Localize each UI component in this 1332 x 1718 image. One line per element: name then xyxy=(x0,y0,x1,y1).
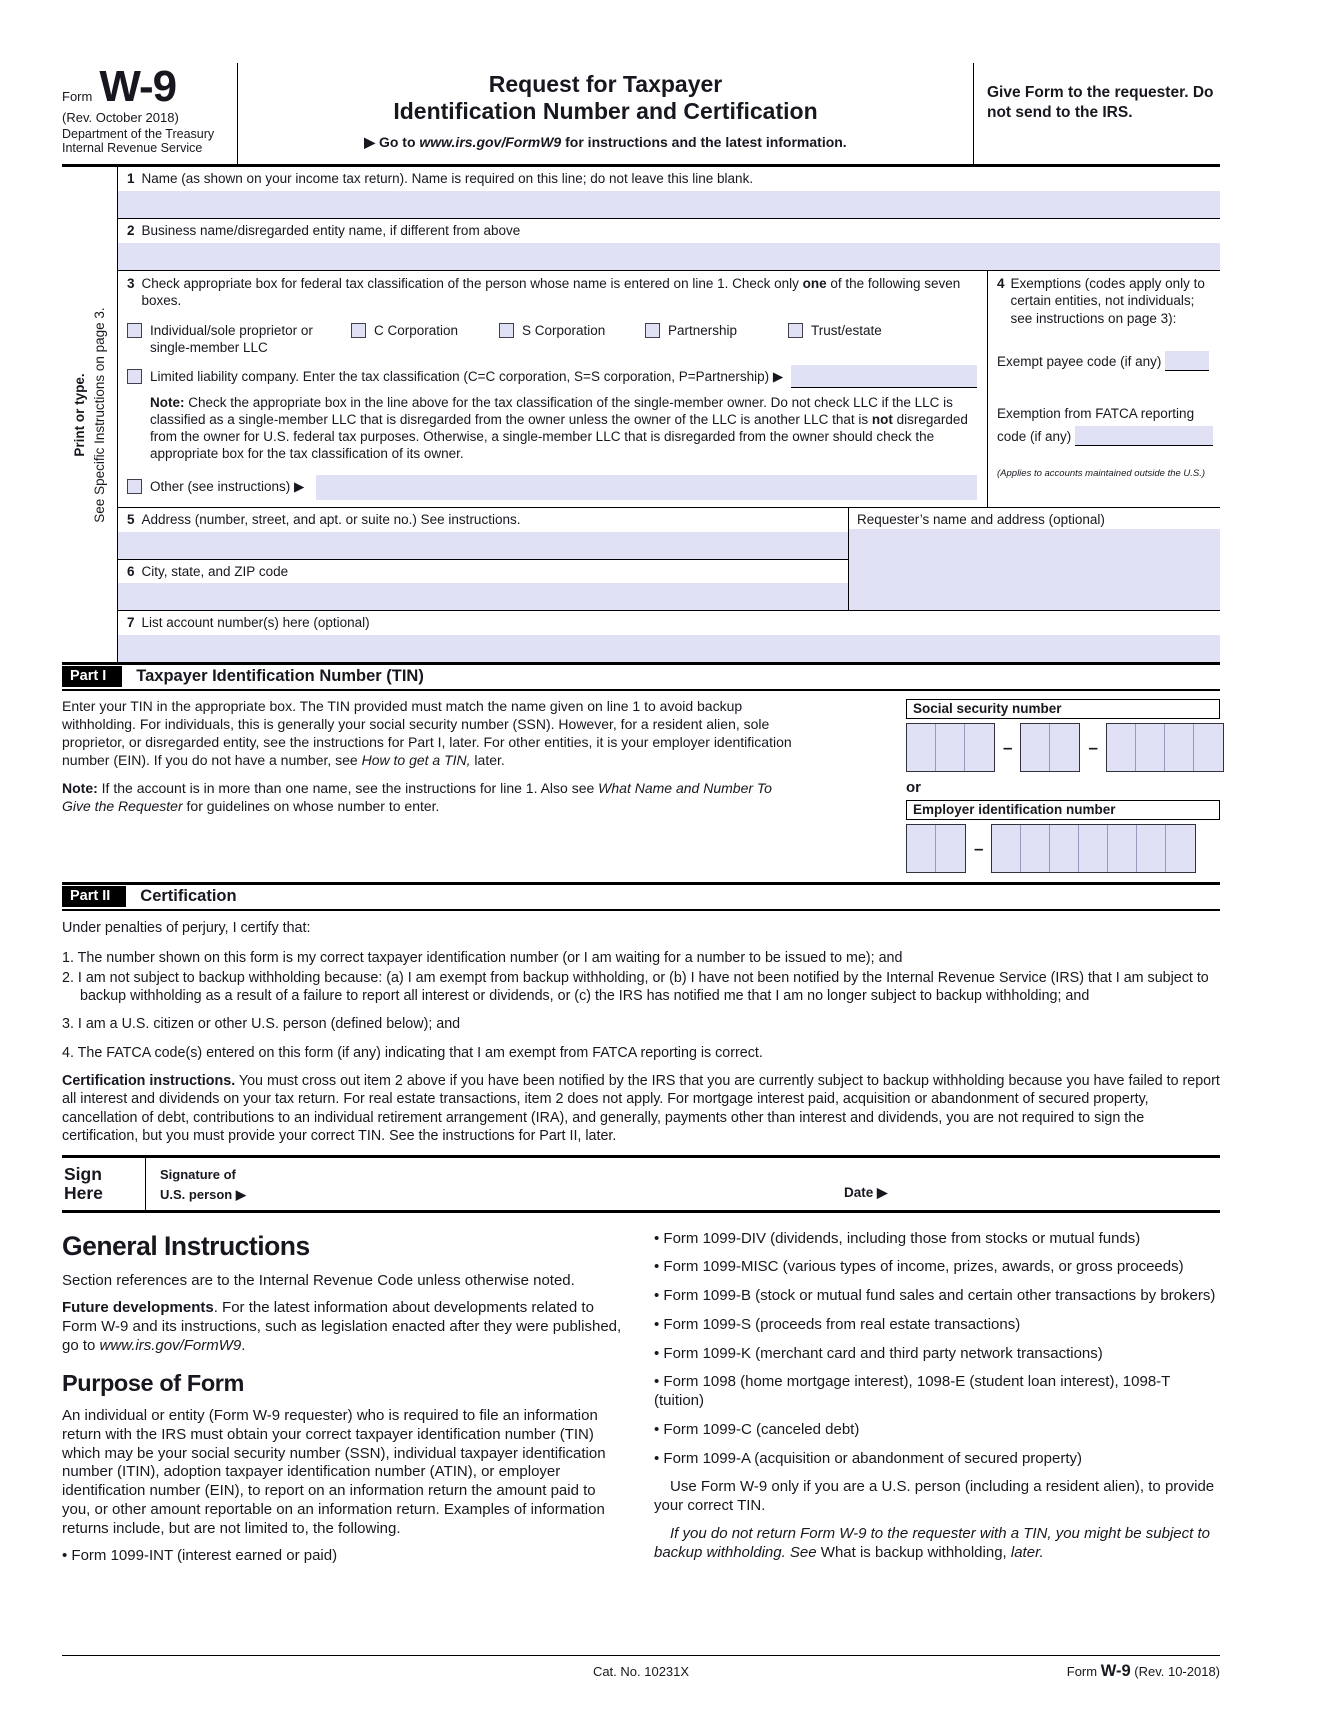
ssn-dash-2: – xyxy=(1088,737,1098,757)
goto-post-text: for instructions and the latest information. xyxy=(561,133,847,150)
purpose-of-form-title: Purpose of Form xyxy=(62,1369,245,1396)
fatca-row xyxy=(997,403,1216,448)
sign-here-label: Sign Here xyxy=(62,1158,146,1209)
part2-body xyxy=(62,911,1220,1155)
fatca-label-line2: code (if any) xyxy=(997,428,1072,444)
option-llc xyxy=(127,369,977,388)
ein-cell[interactable] xyxy=(907,825,936,872)
bullet-1099-int: • Form 1099-INT (interest earned or paid) xyxy=(62,1547,338,1565)
ssn-cell[interactable] xyxy=(936,724,965,771)
print-or-type-sidebar xyxy=(62,167,118,662)
w9-form-page xyxy=(62,62,1220,1680)
certification-instructions: Certification instructions. You must cross out item 2 above if you have been notified by the IRS that you are currently subject to backup withholding because you have failed to report all interest and dividends on your tax return. For real estate transactions, item 2 does not apply. For mortgage interest paid, acquisition or abandonment of secured property, cancellation of debt, contributions to an individual retirement arrangement (IRA), and generally, payments other than interest and dividends, you are not required to sign the certification, but you must provide your correct TIN. See the instructions for Part II, later. xyxy=(62,1073,1220,1144)
line7-label: List account number(s) here (optional) xyxy=(141,615,370,631)
certification-item-2: 2. I am not subject to backup withholding because: (a) I am exempt from backup withholding, or (b) I have not been notified by the Internal Revenue Service (IRS) that I am subject to backup withholding as a result of a failure to report all interest or dividends, or (c) the IRS has notified me that I am no longer subject to backup withholding; and xyxy=(62,969,1209,1005)
exempt-payee-label: Exempt payee code (if any) xyxy=(997,354,1162,370)
form-identity-block xyxy=(62,63,238,164)
option-c-corporation xyxy=(351,323,499,357)
catalog-number: Cat. No. 10231X xyxy=(592,1664,690,1679)
ssn-cell[interactable] xyxy=(1021,724,1050,771)
row-address xyxy=(118,508,848,560)
ein-cell[interactable] xyxy=(1050,825,1079,872)
checkbox-c-corporation[interactable] xyxy=(351,323,366,338)
part1-bar xyxy=(62,662,1220,691)
label-individual: Individual/sole proprietor or single-member LLC xyxy=(150,322,313,355)
ein-cell[interactable] xyxy=(1021,825,1050,872)
classification-checkbox-row xyxy=(127,323,977,357)
applies-outside-us-note: (Applies to accounts maintained outside the U.S.) xyxy=(997,467,1206,479)
line4-number: 4 xyxy=(997,275,1005,291)
form-word: Form xyxy=(62,89,93,104)
label-other: Other (see instructions) ▶ xyxy=(150,478,305,494)
part1-title: Taxpayer Identification Number (TIN) xyxy=(136,667,424,686)
part2-title: Certification xyxy=(140,887,237,906)
dept-irs: Internal Revenue Service xyxy=(62,141,203,156)
line3-label: Check appropriate box for federal tax classification of the person whose name is entered on line 1. Check only one of the following seven boxes. xyxy=(141,275,961,309)
date-field[interactable] xyxy=(906,1164,1214,1203)
instructions-left-column xyxy=(62,1230,628,1577)
general-instructions-title: General Instructions xyxy=(62,1230,310,1261)
llc-classification-input[interactable] xyxy=(791,365,977,388)
address-input[interactable] xyxy=(118,532,848,559)
goto-instructions-line xyxy=(246,134,965,151)
line1-number: 1 xyxy=(127,171,135,186)
ssn-cell[interactable] xyxy=(907,724,936,771)
requester-label: Requester’s name and address (optional) xyxy=(857,511,1105,527)
requester-input[interactable] xyxy=(849,529,1220,611)
ein-group-2 xyxy=(991,824,1196,873)
use-form-w9-paragraph: Use Form W-9 only if you are a U.S. person (including a resident alien), to provide your correct TIN. xyxy=(654,1478,1215,1515)
exempt-payee-row xyxy=(997,351,1216,371)
ein-cell[interactable] xyxy=(936,825,965,872)
part1-body xyxy=(62,691,1220,882)
requester-block xyxy=(849,508,1220,611)
part1-paragraph: Enter your TIN in the appropriate box. The TIN provided must match the name given on line 1 to avoid backup withholding. For individuals, this is generally your social security number (SSN). However, for a resident alien, sole proprietor, or disregarded entity, see the instructions for Part I, later. For other entities, it is your employer identification number (EIN). If you do not have a number, see How to get a TIN, later. xyxy=(62,698,792,768)
option-other xyxy=(127,479,977,500)
form-title-line1: Request for Taxpayer xyxy=(488,71,723,97)
bullet-1099-b: • Form 1099-B (stock or mutual fund sales and certain other transactions by brokers) xyxy=(654,1287,1216,1305)
dept-treasury: Department of the Treasury xyxy=(62,126,215,141)
ssn-cell[interactable] xyxy=(1107,724,1136,771)
certification-item-3: 3. I am a U.S. citizen or other U.S. person (defined below); and xyxy=(62,1016,461,1033)
city-state-zip-input[interactable] xyxy=(118,583,848,610)
row-account-numbers xyxy=(118,611,1220,662)
option-individual xyxy=(127,323,351,357)
ssn-cell[interactable] xyxy=(1050,724,1079,771)
label-partnership: Partnership xyxy=(668,322,738,338)
checkbox-partnership[interactable] xyxy=(645,323,660,338)
checkbox-llc[interactable] xyxy=(127,369,142,384)
form-header xyxy=(62,63,1220,167)
line6-label: City, state, and ZIP code xyxy=(141,563,289,579)
section-tax-classification xyxy=(118,271,988,507)
give-form-notice: Give Form to the requester. Do not send to the IRS. xyxy=(987,84,1214,122)
ssn-group-1 xyxy=(906,723,995,772)
certification-intro: Under penalties of perjury, I certify that: xyxy=(62,920,311,937)
row-city xyxy=(118,560,848,611)
label-c-corporation: C Corporation xyxy=(374,322,459,338)
row-business-name xyxy=(118,219,1220,271)
checkbox-other[interactable] xyxy=(127,479,142,494)
ssn-cell[interactable] xyxy=(1136,724,1165,771)
sidebar-print-or-type: Print or type. xyxy=(71,373,87,457)
ssn-group-3 xyxy=(1106,723,1224,772)
general-instructions-section xyxy=(62,1213,1220,1577)
backup-withholding-paragraph: If you do not return Form W-9 to the requester with a TIN, you might be subject to backup withholding. See What is backup withholding, later. xyxy=(654,1524,1210,1561)
signature-field[interactable] xyxy=(306,1164,790,1203)
field-table xyxy=(62,167,1220,662)
checkbox-s-corporation[interactable] xyxy=(499,323,514,338)
bullet-1099-misc: • Form 1099-MISC (various types of income, prizes, awards, or gross proceeds) xyxy=(654,1258,1184,1276)
ein-group-1 xyxy=(906,824,966,873)
fatca-code-input[interactable] xyxy=(1075,426,1213,446)
instructions-right-column xyxy=(654,1230,1220,1577)
bullet-1098: • Form 1098 (home mortgage interest), 1098-E (student loan interest), 1098-T (tuition) xyxy=(654,1373,1171,1410)
or-label: or xyxy=(906,779,921,797)
ssn-label: Social security number xyxy=(906,699,1220,719)
bullet-1099-s: • Form 1099-S (proceeds from real estate transactions) xyxy=(654,1315,1021,1333)
certification-item-4: 4. The FATCA code(s) entered on this form (if any) indicating that I am exempt from FATCA reporting is correct. xyxy=(62,1044,763,1061)
row-classification-exemptions xyxy=(118,271,1220,508)
bullet-1099-a: • Form 1099-A (acquisition or abandonment of secured property) xyxy=(654,1449,1082,1467)
future-developments-paragraph: Future developments. For the latest information about developments related to Form W-9 and its instructions, such as legislation enacted after they were published, go to www.irs.gov/FormW9. xyxy=(62,1299,622,1354)
section-references-paragraph: Section references are to the Internal Revenue Code unless otherwise noted. xyxy=(62,1271,575,1289)
bullet-1099-c: • Form 1099-C (canceled debt) xyxy=(654,1420,860,1438)
line3-number: 3 xyxy=(127,275,135,291)
part2-bar xyxy=(62,882,1220,911)
form-number: W-9 xyxy=(99,62,177,111)
option-partnership xyxy=(645,323,788,357)
ssn-cells xyxy=(906,723,1220,772)
checkbox-trust-estate[interactable] xyxy=(788,323,803,338)
goto-url: www.irs.gov/FormW9 xyxy=(419,133,562,150)
label-llc: Limited liability company. Enter the tax classification (C=C corporation, S=S corporation, P=Partnership) ▶ xyxy=(150,368,784,384)
option-trust-estate xyxy=(788,323,882,357)
tin-boxes-column xyxy=(906,698,1220,873)
footer-form-reference: Form W-9 (Rev. 10-2018) xyxy=(1066,1662,1220,1680)
ssn-cell[interactable] xyxy=(1165,724,1194,771)
form-title-block xyxy=(238,63,974,164)
line6-number: 6 xyxy=(127,563,135,579)
ein-cell[interactable] xyxy=(1079,825,1108,872)
row-name xyxy=(118,167,1220,219)
ssn-cell[interactable] xyxy=(1194,724,1223,771)
line7-number: 7 xyxy=(127,615,135,631)
other-input[interactable] xyxy=(316,475,977,500)
ein-cell[interactable] xyxy=(992,825,1021,872)
line5-label: Address (number, street, and apt. or suite no.) See instructions. xyxy=(141,511,521,527)
name-input[interactable] xyxy=(118,191,1220,218)
part1-label: Part I xyxy=(62,666,122,687)
llc-note: Note: Check the appropriate box in the line above for the tax classification of the single-member owner. Do not check LLC if the LLC is classified as a single-member LLC that is disregarded from the owner unless the owner of the LLC is another LLC that is not disregarded from the owner for U.S. federal tax purposes. Otherwise, a single-member LLC that is disregarded from the owner should check the appropriate box for the tax classification of its owner. xyxy=(150,394,968,462)
ssn-group-2 xyxy=(1020,723,1080,772)
sidebar-see-instructions: See Specific Instructions on page 3. xyxy=(91,306,107,523)
label-trust-estate: Trust/estate xyxy=(811,322,882,338)
fatca-label-line1: Exemption from FATCA reporting xyxy=(997,406,1195,422)
ssn-cell[interactable] xyxy=(965,724,994,771)
line2-label: Business name/disregarded entity name, if different from above xyxy=(141,222,521,238)
goto-arrow-text: ▶ Go to xyxy=(364,133,420,150)
signature-of-label: Signature of U.S. person ▶ xyxy=(160,1167,246,1203)
section-exemptions xyxy=(988,271,1220,507)
sign-here-section xyxy=(62,1155,1220,1212)
line1-label: Name (as shown on your income tax return). Name is required on this line; do not leave this line blank. xyxy=(141,171,754,186)
part1-note: Note: If the account is in more than one name, see the instructions for line 1. Also see What Name and Number To Give the Requester for guidelines on whose number to enter. xyxy=(62,780,772,815)
bullet-1099-k: • Form 1099-K (merchant card and third party network transactions) xyxy=(654,1344,1103,1362)
line2-number: 2 xyxy=(127,222,135,238)
ein-cells xyxy=(906,824,1220,873)
ein-dash: – xyxy=(974,838,984,858)
ein-cell[interactable] xyxy=(1137,825,1166,872)
ssn-dash-1: – xyxy=(1003,737,1013,757)
page-footer xyxy=(62,1655,1220,1679)
purpose-paragraph: An individual or entity (Form W-9 requester) who is required to file an information return with the IRS must obtain your correct taxpayer identification number (TIN) which may be your social security number (SSN), individual taxpayer identification number (ITIN), adoption taxpayer identification number (ATIN), or employer identification number (EIN), to report on an information return the amount paid to you, or other amount reportable on an information return. Examples of information returns include, but are not limited to, the following. xyxy=(62,1407,606,1537)
form-title-line2: Identification Number and Certification xyxy=(393,97,818,124)
line4-label: Exemptions (codes apply only to certain entities, not individuals; see instructions on page 3): xyxy=(1010,275,1205,326)
certification-item-1: 1. The number shown on this form is my correct taxpayer identification number (or I am waiting for a number to be issued to me); and xyxy=(62,949,903,966)
form-revision: (Rev. October 2018) xyxy=(62,109,179,125)
bullet-1099-div: • Form 1099-DIV (dividends, including those from stocks or mutual funds) xyxy=(654,1229,1141,1247)
label-s-corporation: S Corporation xyxy=(522,322,606,338)
account-numbers-input[interactable] xyxy=(118,635,1220,662)
line5-number: 5 xyxy=(127,511,135,527)
option-s-corporation xyxy=(499,323,645,357)
date-label: Date ▶ xyxy=(844,1184,888,1200)
exempt-payee-input[interactable] xyxy=(1165,351,1209,371)
ein-cell[interactable] xyxy=(1166,825,1195,872)
row-address-requester xyxy=(118,508,1220,612)
part2-label: Part II xyxy=(62,886,126,907)
checkbox-individual[interactable] xyxy=(127,323,142,338)
ein-label: Employer identification number xyxy=(906,800,1220,820)
ein-cell[interactable] xyxy=(1108,825,1137,872)
business-name-input[interactable] xyxy=(118,243,1220,270)
